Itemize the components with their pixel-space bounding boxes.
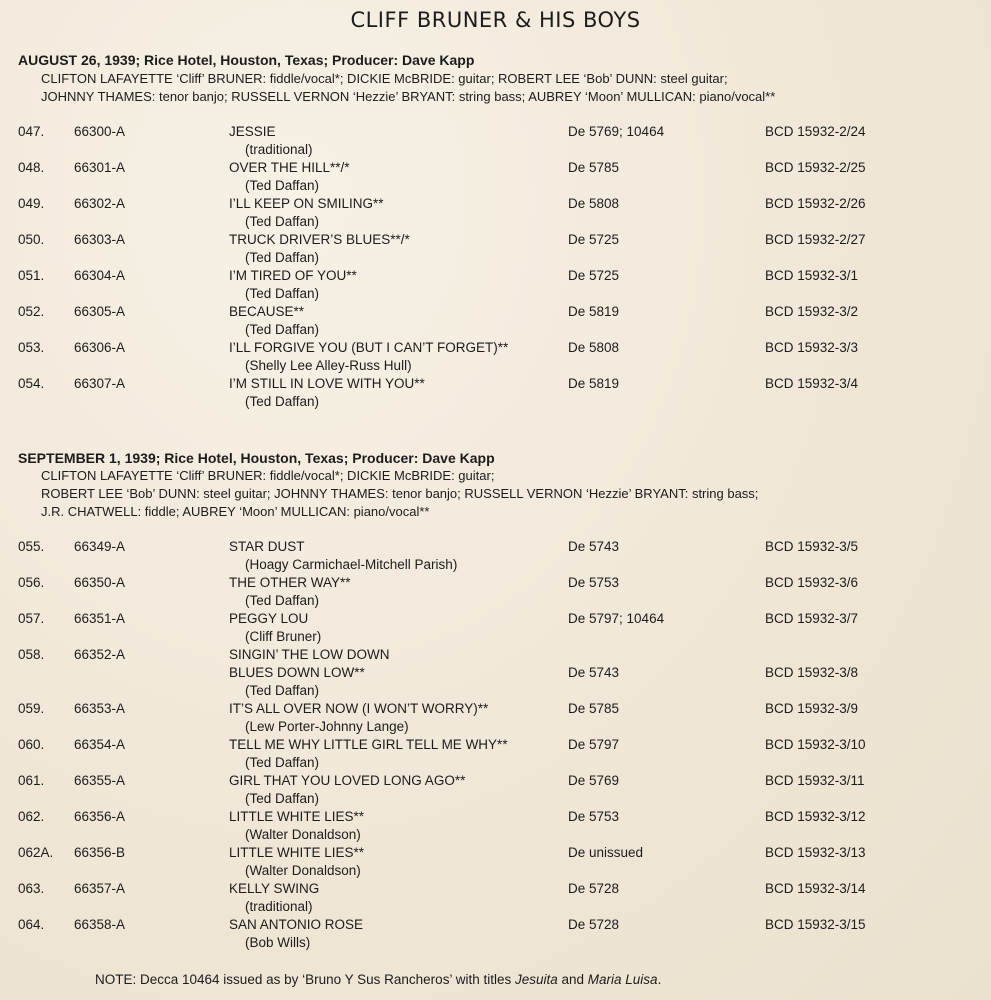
track-title: LITTLE WHITE LIES** [229,809,365,824]
track-composer: (Ted Daffan) [245,791,320,806]
issue-number: De 5725 [568,268,620,283]
track-title: I’M TIRED OF YOU** [229,268,357,283]
track-composer: (Ted Daffan) [245,178,320,193]
track-composer: (Bob Wills) [245,935,311,950]
track-title: SINGIN’ THE LOW DOWN [229,647,390,662]
track-number: 052. [18,304,45,319]
track-number: 053. [18,340,45,355]
issue-number: De 5753 [568,575,620,590]
matrix-number: 66307-A [74,376,126,391]
track-number: 047. [18,124,45,139]
track-title: OVER THE HILL**/* [229,160,350,175]
track-number: 059. [18,701,45,716]
track-title: I’LL FORGIVE YOU (BUT I CAN’T FORGET)** [229,340,509,355]
issue-number: De 5797; 10464 [568,611,665,626]
track-composer: (Ted Daffan) [245,593,320,608]
issue-number: De 5728 [568,917,620,932]
track-composer: (Shelly Lee Alley-Russ Hull) [245,358,412,373]
bcd-reference: BCD 15932-3/8 [765,665,859,680]
note-middle: and [557,972,588,987]
issue-number: De 5769; 10464 [568,124,665,139]
bcd-reference: BCD 15932-3/14 [765,881,866,896]
issue-number: De unissued [568,845,644,860]
track-composer: (Ted Daffan) [245,250,320,265]
track-title: TELL ME WHY LITTLE GIRL TELL ME WHY** [229,737,508,752]
track-number: 061. [18,773,45,788]
personnel-line: JOHNNY THAMES: tenor banjo; RUSSELL VERNON ‘Hezzie’ BRYANT: string bass; AUBREY ‘Moon’ MULLICAN: piano/vocal** [41,89,776,104]
note-title-1: Jesuita [514,972,558,987]
track-composer: (Lew Porter-Johnny Lange) [245,719,409,734]
matrix-number: 66304-A [74,268,126,283]
track-title: GIRL THAT YOU LOVED LONG AGO** [229,773,466,788]
session-heading: AUGUST 26, 1939; Rice Hotel, Houston, Texas; Producer: Dave Kapp [18,52,475,68]
track-composer: (traditional) [245,142,313,157]
session-heading: SEPTEMBER 1, 1939; Rice Hotel, Houston, Texas; Producer: Dave Kapp [18,450,495,466]
track-composer: (Ted Daffan) [245,322,320,337]
matrix-number: 66357-A [74,881,126,896]
track-composer: (Ted Daffan) [245,755,320,770]
matrix-number: 66350-A [74,575,126,590]
track-title: PEGGY LOU [229,611,309,626]
issue-number: De 5819 [568,304,620,319]
bcd-reference: BCD 15932-2/26 [765,196,866,211]
track-number: 056. [18,575,45,590]
matrix-number: 66303-A [74,232,126,247]
issue-number: De 5743 [568,665,620,680]
matrix-number: 66306-A [74,340,126,355]
track-number: 064. [18,917,45,932]
track-title: SAN ANTONIO ROSE [229,917,364,932]
bcd-reference: BCD 15932-3/12 [765,809,866,824]
note-title-2: Maria Luisa [587,972,658,987]
track-title: JESSIE [229,124,276,139]
matrix-number: 66302-A [74,196,126,211]
track-number: 058. [18,647,45,662]
personnel-line: CLIFTON LAFAYETTE ‘Cliff’ BRUNER: fiddle/vocal*; DICKIE McBRIDE: guitar; ROBERT LEE ‘Bob’ DUNN: steel guitar; [41,71,728,86]
bcd-reference: BCD 15932-2/25 [765,160,866,175]
track-title: KELLY SWING [229,881,320,896]
matrix-number: 66354-A [74,737,126,752]
track-number: 050. [18,232,45,247]
bcd-reference: BCD 15932-3/6 [765,575,859,590]
bcd-reference: BCD 15932-3/15 [765,917,866,932]
issue-number: De 5808 [568,340,620,355]
issue-number: De 5785 [568,701,620,716]
track-number: 062. [18,809,45,824]
bcd-reference: BCD 15932-3/11 [765,773,865,788]
issue-number: De 5769 [568,773,620,788]
track-composer: (Ted Daffan) [245,394,320,409]
track-number: 048. [18,160,45,175]
page-title: CLIFF BRUNER & HIS BOYS [350,8,641,32]
bcd-reference: BCD 15932-3/7 [765,611,859,626]
track-number: 055. [18,539,45,554]
issue-number: De 5819 [568,376,620,391]
track-title-continued: BLUES DOWN LOW** [229,665,365,680]
bcd-reference: BCD 15932-3/9 [765,701,859,716]
track-composer: (Ted Daffan) [245,214,320,229]
track-title: I’M STILL IN LOVE WITH YOU** [229,376,425,391]
track-title: STAR DUST [229,539,305,554]
matrix-number: 66356-B [74,845,126,860]
track-title: IT’S ALL OVER NOW (I WON’T WORRY)** [229,701,489,716]
matrix-number: 66301-A [74,160,126,175]
track-composer: (Hoagy Carmichael-Mitchell Parish) [245,557,458,572]
track-composer: (traditional) [245,899,313,914]
bcd-reference: BCD 15932-3/4 [765,376,859,391]
track-number: 049. [18,196,45,211]
matrix-number: 66351-A [74,611,126,626]
note-prefix: NOTE: Decca 10464 issued as by ‘Bruno Y Sus Rancheros’ with titles [95,972,515,987]
bcd-reference: BCD 15932-3/3 [765,340,859,355]
track-number: 062A. [18,845,54,860]
issue-number: De 5728 [568,881,620,896]
matrix-number: 66352-A [74,647,126,662]
track-composer: (Walter Donaldson) [245,863,361,878]
bcd-reference: BCD 15932-3/1 [765,268,859,283]
matrix-number: 66358-A [74,917,126,932]
issue-number: De 5785 [568,160,620,175]
personnel-line: ROBERT LEE ‘Bob’ DUNN: steel guitar; JOHNNY THAMES: tenor banjo; RUSSELL VERNON ‘Hezzie’ BRYANT: string bass; [41,486,759,501]
matrix-number: 66305-A [74,304,126,319]
bcd-reference: BCD 15932-2/27 [765,232,866,247]
matrix-number: 66353-A [74,701,126,716]
track-title: LITTLE WHITE LIES** [229,845,365,860]
track-number: 060. [18,737,45,752]
track-composer: (Ted Daffan) [245,286,320,301]
bcd-reference: BCD 15932-3/2 [765,304,859,319]
bcd-reference: BCD 15932-3/5 [765,539,859,554]
track-number: 057. [18,611,45,626]
session-personnel [41,70,775,106]
personnel-line: J.R. CHATWELL: fiddle; AUBREY ‘Moon’ MULLICAN: piano/vocal** [41,504,430,519]
footnote [95,972,661,987]
track-title: I’LL KEEP ON SMILING** [229,196,384,211]
matrix-number: 66300-A [74,124,126,139]
matrix-number: 66349-A [74,539,126,554]
track-composer: (Cliff Bruner) [245,629,322,644]
issue-number: De 5797 [568,737,620,752]
note-suffix: . [657,972,662,987]
track-number: 063. [18,881,45,896]
issue-number: De 5753 [568,809,620,824]
issue-number: De 5808 [568,196,620,211]
track-number: 054. [18,376,45,391]
personnel-line: CLIFTON LAFAYETTE ‘Cliff’ BRUNER: fiddle/vocal*; DICKIE McBRIDE: guitar; [41,468,495,483]
matrix-number: 66355-A [74,773,126,788]
matrix-number: 66356-A [74,809,126,824]
bcd-reference: BCD 15932-3/10 [765,737,866,752]
session-personnel [41,467,758,521]
issue-number: De 5743 [568,539,620,554]
issue-number: De 5725 [568,232,620,247]
track-composer: (Walter Donaldson) [245,827,361,842]
track-title: TRUCK DRIVER’S BLUES**/* [229,232,410,247]
track-composer: (Ted Daffan) [245,683,320,698]
bcd-reference: BCD 15932-3/13 [765,845,866,860]
track-number: 051. [18,268,45,283]
bcd-reference: BCD 15932-2/24 [765,124,866,139]
track-title: THE OTHER WAY** [229,575,351,590]
track-title: BECAUSE** [229,304,305,319]
